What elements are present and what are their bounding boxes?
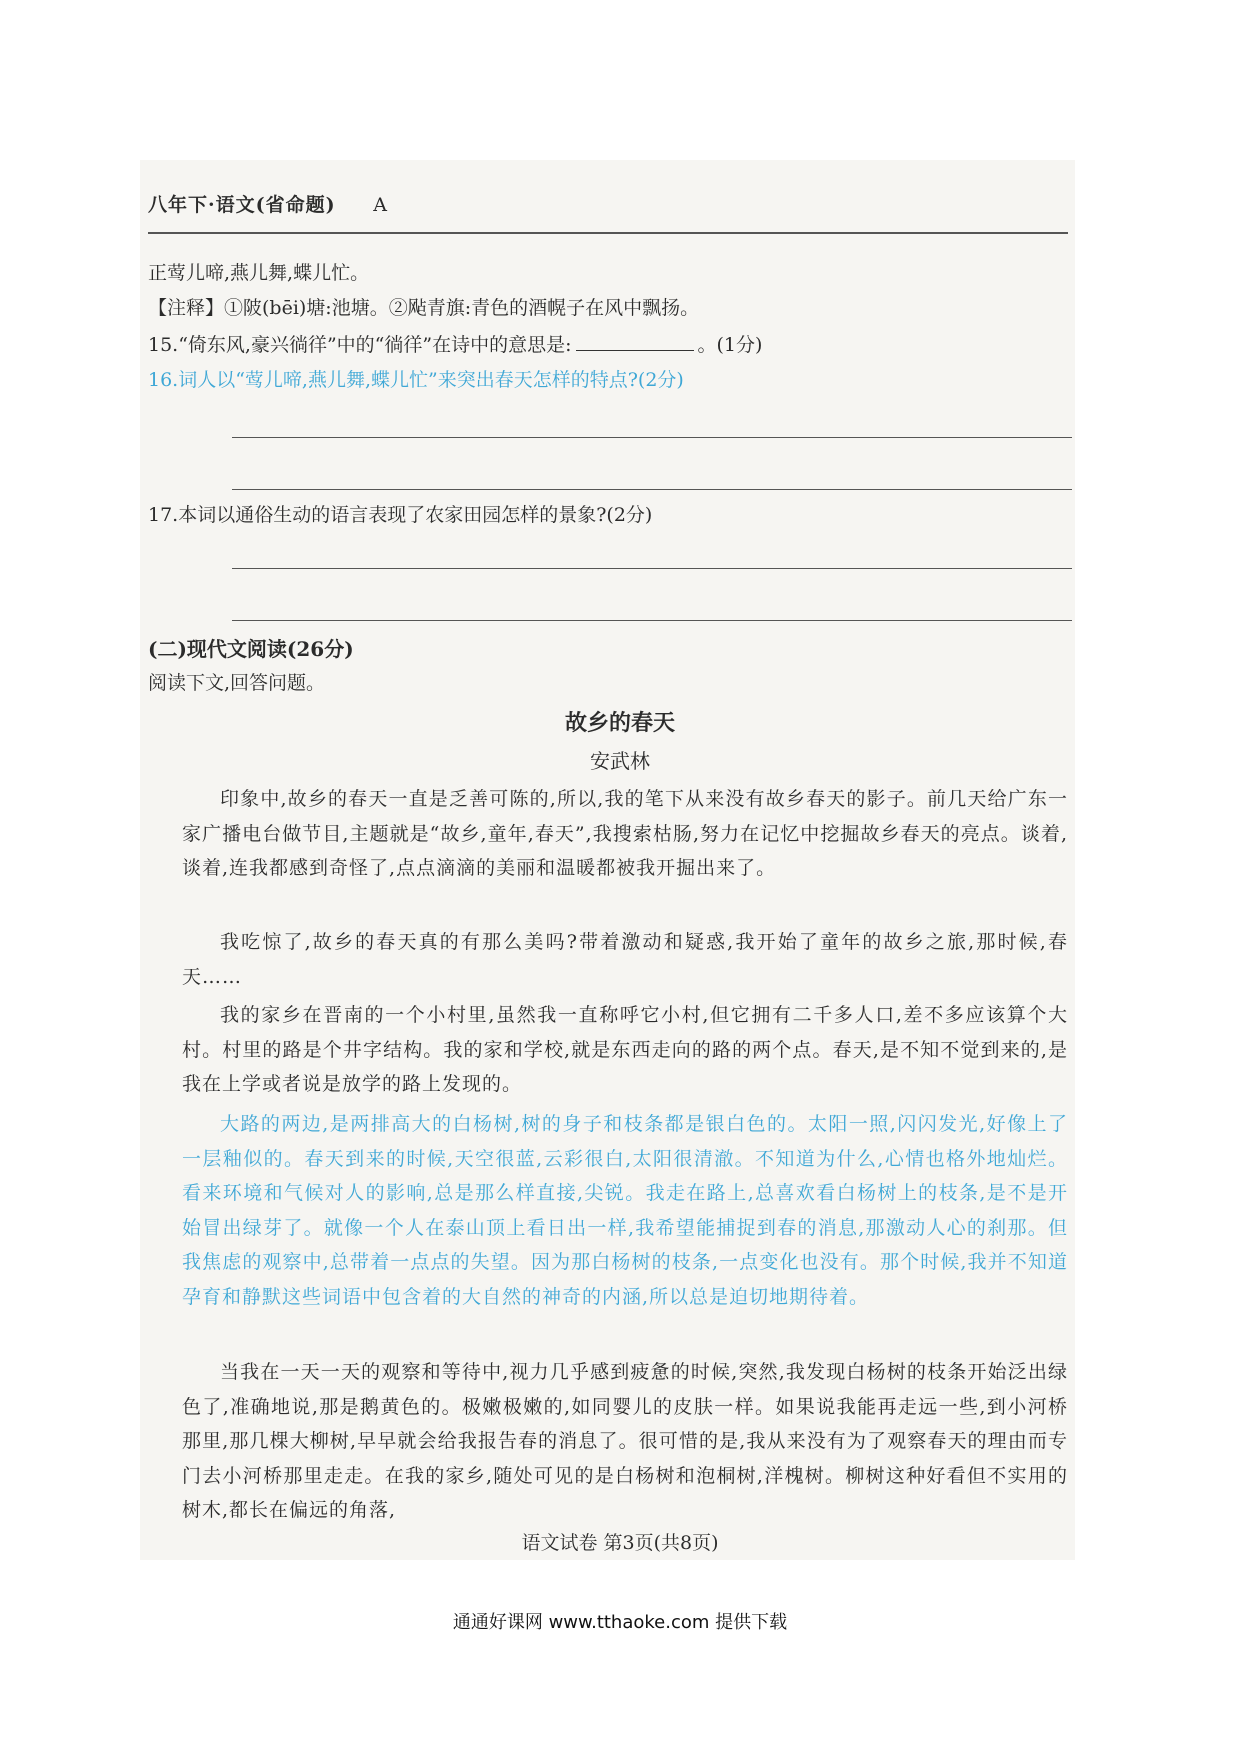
poem-notes: 【注释】①陂(bēi)塘:池塘。②飐青旗:青色的酒幌子在风中飘扬。 [148,297,700,319]
question-16: 16.词人以“莺儿啼,燕儿舞,蝶儿忙”来突出春天怎样的特点?(2分) [148,369,684,391]
section-heading: (二)现代文阅读(26分) [148,637,354,661]
article-author: 安武林 [590,749,650,773]
article-paragraph: 当我在一天一天的观察和等待中,视力几乎感到疲惫的时候,突然,我发现白杨树的枝条开始泛出绿色了,准确地说,那是鹅黄色的。极嫩极嫩的,如同婴儿的皮肤一样。如果说我能再走远一些,到小河桥那里,那几棵大柳树,早早就会给我报告春的消息了。很可惜的是,我从来没有为了观察春天的理由而专门去小河桥那里走走。在我的家乡,随处可见的是白杨树和泡桐树,洋槐树。柳树这种好看但不实用的树木,都长在偏远的角落, [182,1361,1068,1521]
poem-last-line: 正莺儿啼,燕儿舞,蝶儿忙。 [148,262,370,284]
article-paragraph: 我吃惊了,故乡的春天真的有那么美吗?带着激动和疑惑,我开始了童年的故乡之旅,那时候,春天…… [182,931,1068,988]
question-17: 17.本词以通俗生动的语言表现了农家田园怎样的景象?(2分) [148,504,653,526]
article-paragraph: 我的家乡在晋南的一个小村里,虽然我一直称呼它小村,但它拥有二千多人口,差不多应该算个大村。村里的路是个井字结构。我的家和学校,就是东西走向的路的两个点。春天,是不知不觉到来的,是我在上学或者说是放学的路上发现的。 [182,1004,1068,1095]
question-15-text: 15.“倚东风,豪兴徜徉”中的“徜徉”在诗中的意思是: [148,334,572,356]
answer-line[interactable] [232,437,1072,438]
article-title: 故乡的春天 [564,710,675,736]
page-number-footer: 语文试卷 第3页(共8页) [521,1532,719,1554]
header-title: 八年下·语文(省命题) [148,194,336,216]
article-paragraph-highlighted: 大路的两边,是两排高大的白杨树,树的身子和枝条都是银白色的。太阳一照,闪闪发光,好像上了一层釉似的。春天到来的时候,天空很蓝,云彩很白,太阳很清澈。不知道为什么,心情也格外地灿烂。看来环境和气候对人的影响,总是那么样直接,尖锐。我走在路上,总喜欢看白杨树上的枝条,是不是开始冒出绿芽了。就像一个人在泰山顶上看日出一样,我希望能捕捉到春的消息,那激动人心的刹那。但我焦虑的观察中,总带着一点点的失望。因为那白杨树的枝条,一点变化也没有。那个时候,我并不知道孕育和静默这些词语中包含着的大自然的神奇的内涵,所以总是迫切地期待着。 [182,1113,1068,1308]
reading-instruction: 阅读下文,回答问题。 [148,672,326,694]
site-footer: 通通好课网 www.tthaoke.com 提供下载 [452,1612,788,1633]
header-grade: A [373,194,388,216]
page-header [148,190,388,217]
article-paragraph: 印象中,故乡的春天一直是乏善可陈的,所以,我的笔下从来没有故乡春天的影子。前几天给广东一家广播电台做节目,主题就是“故乡,童年,春天”,我搜索枯肠,努力在记忆中挖掘故乡春天的亮点。谈着,谈着,连我都感到奇怪了,点点滴滴的美丽和温暖都被我开掘出来了。 [182,788,1068,879]
answer-blank[interactable] [576,350,694,351]
answer-line[interactable] [232,489,1072,490]
header-rule [148,232,1068,234]
answer-line[interactable] [232,620,1072,621]
answer-line[interactable] [232,568,1072,569]
question-15-score: 。(1分) [697,334,763,356]
question-15 [148,330,762,357]
